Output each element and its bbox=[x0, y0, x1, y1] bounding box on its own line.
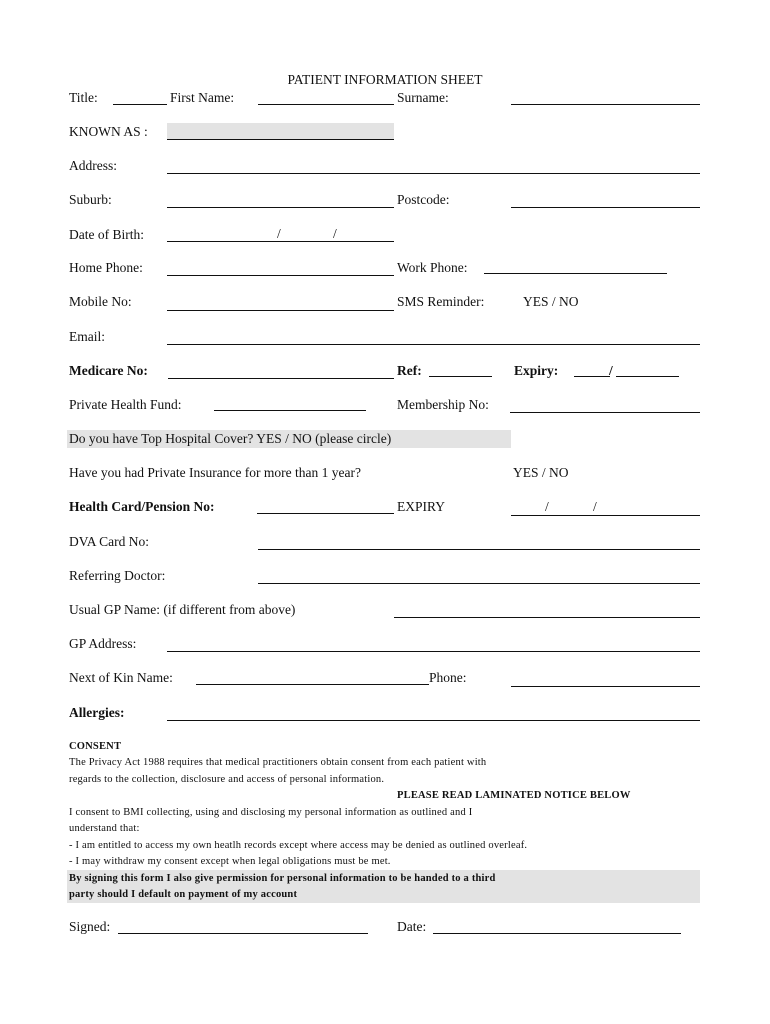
date-label: Date: bbox=[397, 919, 427, 934]
surname-field[interactable] bbox=[511, 104, 700, 105]
consent-line-4: understand that: bbox=[69, 823, 140, 834]
kin-phone-field[interactable] bbox=[511, 686, 700, 687]
known-as-label: KNOWN AS : bbox=[69, 124, 148, 139]
home-phone-label: Home Phone: bbox=[69, 260, 143, 275]
dva-field[interactable] bbox=[258, 549, 700, 550]
mobile-field[interactable] bbox=[167, 310, 394, 311]
medicare-label: Medicare No: bbox=[69, 363, 148, 378]
first-name-field[interactable] bbox=[258, 104, 394, 105]
title-label: Title: bbox=[69, 90, 98, 105]
expiry-month-field[interactable] bbox=[574, 376, 610, 377]
signed-label: Signed: bbox=[69, 919, 111, 934]
known-as-field[interactable] bbox=[167, 139, 394, 140]
page-title: PATIENT INFORMATION SHEET bbox=[287, 72, 483, 87]
sms-label: SMS Reminder: bbox=[397, 294, 485, 309]
expiry-slash: / bbox=[609, 363, 613, 378]
laminated-notice: PLEASE READ LAMINATED NOTICE BELOW bbox=[397, 790, 631, 801]
gp-address-label: GP Address: bbox=[69, 636, 137, 651]
kin-phone-label: Phone: bbox=[429, 670, 467, 685]
consent-bullet-1: - I am entitled to access my own heatlh records except where access may be denied as outlined overleaf. bbox=[69, 840, 528, 851]
title-field[interactable] bbox=[113, 104, 167, 105]
ref-label: Ref: bbox=[397, 363, 422, 378]
work-phone-field[interactable] bbox=[484, 273, 667, 274]
private-fund-label: Private Health Fund: bbox=[69, 397, 182, 412]
expiry-label: Expiry: bbox=[514, 363, 559, 378]
postcode-label: Postcode: bbox=[397, 192, 450, 207]
top-cover-question[interactable]: Do you have Top Hospital Cover? YES / NO (please circle) bbox=[69, 431, 392, 446]
referring-field[interactable] bbox=[258, 583, 700, 584]
surname-label: Surname: bbox=[397, 90, 449, 105]
ref-field[interactable] bbox=[429, 376, 492, 377]
medicare-field[interactable] bbox=[168, 378, 394, 379]
dob-label: Date of Birth: bbox=[69, 227, 144, 242]
permission-line-1: By signing this form I also give permission for personal information to be handed to a third bbox=[69, 873, 496, 884]
consent-line-1: The Privacy Act 1988 requires that medical practitioners obtain consent from each patient with bbox=[69, 757, 487, 768]
consent-line-2: regards to the collection, disclosure and access of personal information. bbox=[69, 774, 385, 785]
private-fund-field[interactable] bbox=[214, 410, 366, 411]
sms-yes-no[interactable]: YES / NO bbox=[523, 294, 579, 309]
consent-bullet-2: - I may withdraw my consent except when legal obligations must be met. bbox=[69, 856, 391, 867]
consent-line-3: I consent to BMI collecting, using and disclosing my personal information as outlined and I bbox=[69, 807, 473, 818]
work-phone-label: Work Phone: bbox=[397, 260, 468, 275]
address-field[interactable] bbox=[167, 173, 700, 174]
dob-slash-1: / bbox=[277, 226, 281, 241]
email-label: Email: bbox=[69, 329, 105, 344]
first-name-label: First Name: bbox=[170, 90, 235, 105]
health-card-slash-1: / bbox=[545, 499, 549, 514]
date-field[interactable] bbox=[433, 933, 681, 934]
known-as-shade bbox=[167, 123, 394, 139]
health-card-expiry-field[interactable] bbox=[511, 515, 700, 516]
permission-line-2: party should I default on payment of my account bbox=[69, 889, 298, 900]
health-card-field[interactable] bbox=[257, 513, 394, 514]
gp-address-field[interactable] bbox=[167, 651, 700, 652]
next-of-kin-label: Next of Kin Name: bbox=[69, 670, 173, 685]
email-field[interactable] bbox=[167, 344, 700, 345]
dva-label: DVA Card No: bbox=[69, 534, 150, 549]
expiry-year-field[interactable] bbox=[616, 376, 679, 377]
allergies-label: Allergies: bbox=[69, 705, 125, 720]
mobile-label: Mobile No: bbox=[69, 294, 132, 309]
next-of-kin-field[interactable] bbox=[196, 684, 429, 685]
home-phone-field[interactable] bbox=[167, 275, 394, 276]
private-insurance-yes-no[interactable]: YES / NO bbox=[513, 465, 569, 480]
health-card-expiry-label: EXPIRY bbox=[397, 499, 446, 514]
usual-gp-field[interactable] bbox=[394, 617, 700, 618]
consent-heading: CONSENT bbox=[69, 741, 122, 752]
address-label: Address: bbox=[69, 158, 117, 173]
dob-slash-2: / bbox=[333, 226, 337, 241]
suburb-label: Suburb: bbox=[69, 192, 112, 207]
signature-field[interactable] bbox=[118, 933, 368, 934]
health-card-label: Health Card/Pension No: bbox=[69, 499, 215, 514]
health-card-slash-2: / bbox=[593, 499, 597, 514]
postcode-field[interactable] bbox=[511, 207, 700, 208]
private-insurance-question: Have you had Private Insurance for more than 1 year? bbox=[69, 465, 362, 480]
usual-gp-label: Usual GP Name: (if different from above) bbox=[69, 602, 296, 617]
suburb-field[interactable] bbox=[167, 207, 394, 208]
referring-label: Referring Doctor: bbox=[69, 568, 166, 583]
membership-field[interactable] bbox=[510, 412, 700, 413]
membership-label: Membership No: bbox=[397, 397, 489, 412]
allergies-field[interactable] bbox=[167, 720, 700, 721]
